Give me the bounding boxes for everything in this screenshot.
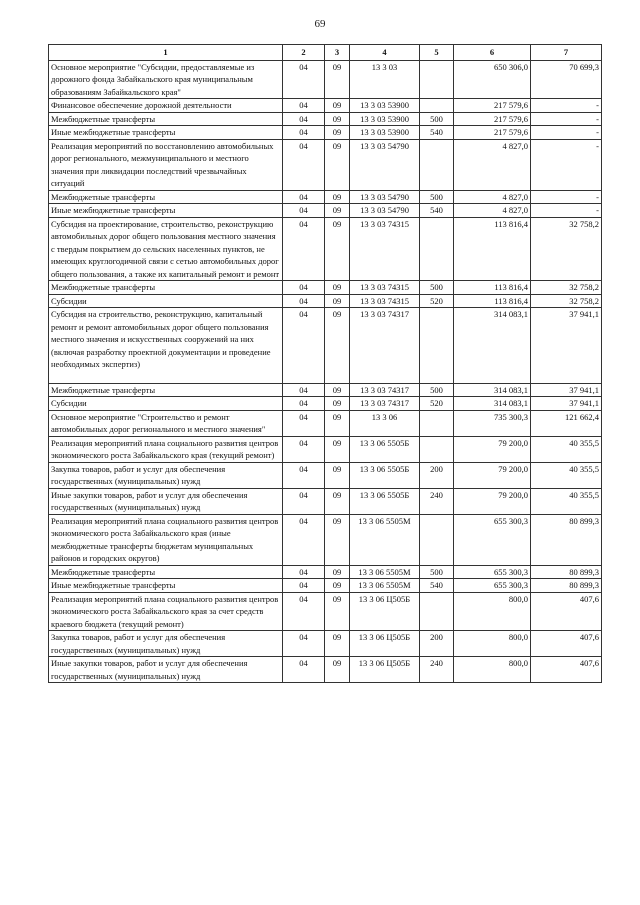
column-header: 5 (420, 45, 454, 61)
expense-type-cell: 540 (420, 579, 454, 593)
table-row (49, 139, 602, 190)
amount-cell: - (531, 126, 602, 140)
section-code-cell: 04 (283, 139, 325, 190)
table-row (49, 436, 602, 462)
table-row (49, 565, 602, 579)
amount-cell: 800,0 (454, 631, 531, 657)
amount-cell: 79 200,0 (454, 488, 531, 514)
amount-cell: 79 200,0 (454, 436, 531, 462)
amount-cell: 32 758,2 (531, 281, 602, 295)
expense-type-cell (420, 99, 454, 113)
target-article-cell: 13 3 06 5505Б (350, 462, 420, 488)
expense-type-cell: 240 (420, 488, 454, 514)
amount-cell: 79 200,0 (454, 462, 531, 488)
table-row (49, 190, 602, 204)
section-code-cell: 04 (283, 190, 325, 204)
table-header-row (49, 45, 602, 61)
expense-type-cell: 500 (420, 383, 454, 397)
amount-cell: 40 355,5 (531, 462, 602, 488)
expense-type-cell: 200 (420, 631, 454, 657)
amount-cell: 80 899,3 (531, 579, 602, 593)
amount-cell: 407,6 (531, 592, 602, 631)
subsection-code-cell: 09 (325, 397, 350, 411)
amount-cell: 32 758,2 (531, 217, 602, 281)
column-header: 1 (49, 45, 283, 61)
row-name-cell: Иные межбюджетные трансферты (49, 579, 283, 593)
subsection-code-cell: 09 (325, 126, 350, 140)
amount-cell: 113 816,4 (454, 281, 531, 295)
section-code-cell: 04 (283, 126, 325, 140)
section-code-cell: 04 (283, 204, 325, 218)
subsection-code-cell: 09 (325, 488, 350, 514)
target-article-cell: 13 3 03 74317 (350, 308, 420, 384)
row-name-cell: Межбюджетные трансферты (49, 565, 283, 579)
subsection-code-cell: 09 (325, 565, 350, 579)
amount-cell: 37 941,1 (531, 383, 602, 397)
expense-type-cell: 240 (420, 657, 454, 683)
amount-cell: - (531, 112, 602, 126)
table-row (49, 112, 602, 126)
target-article-cell: 13 3 03 74315 (350, 281, 420, 295)
amount-cell: 217 579,6 (454, 99, 531, 113)
amount-cell: 40 355,5 (531, 436, 602, 462)
amount-cell: 217 579,6 (454, 112, 531, 126)
amount-cell: - (531, 99, 602, 113)
expense-type-cell (420, 60, 454, 99)
expense-type-cell: 500 (420, 190, 454, 204)
row-name-cell: Иные межбюджетные трансферты (49, 126, 283, 140)
section-code-cell: 04 (283, 462, 325, 488)
subsection-code-cell: 09 (325, 190, 350, 204)
amount-cell: 4 827,0 (454, 190, 531, 204)
subsection-code-cell: 09 (325, 436, 350, 462)
amount-cell: 655 300,3 (454, 514, 531, 565)
subsection-code-cell: 09 (325, 410, 350, 436)
row-name-cell: Субсидии (49, 294, 283, 308)
amount-cell: 314 083,1 (454, 383, 531, 397)
table-row (49, 657, 602, 683)
row-name-cell: Иные закупки товаров, работ и услуг для обеспечения государственных (муниципальных) нужд (49, 488, 283, 514)
amount-cell: 655 300,3 (454, 579, 531, 593)
table-row (49, 514, 602, 565)
subsection-code-cell: 09 (325, 217, 350, 281)
row-name-cell: Субсидия на строительство, реконструкцию, капитальный ремонт и ремонт автомобильных дорог общего пользования местного значения и искусственных сооружений на них (включая разработку проектной документации и проведение необходимых экспертиз) (49, 308, 283, 384)
subsection-code-cell: 09 (325, 579, 350, 593)
table-row (49, 217, 602, 281)
amount-cell: 314 083,1 (454, 308, 531, 384)
table-row (49, 308, 602, 384)
section-code-cell: 04 (283, 436, 325, 462)
expense-type-cell: 500 (420, 281, 454, 295)
target-article-cell: 13 3 03 (350, 60, 420, 99)
expense-type-cell (420, 436, 454, 462)
table-row (49, 281, 602, 295)
section-code-cell: 04 (283, 308, 325, 384)
section-code-cell: 04 (283, 657, 325, 683)
expense-type-cell (420, 217, 454, 281)
column-header: 6 (454, 45, 531, 61)
section-code-cell: 04 (283, 112, 325, 126)
section-code-cell: 04 (283, 217, 325, 281)
target-article-cell: 13 3 06 5505М (350, 565, 420, 579)
subsection-code-cell: 09 (325, 657, 350, 683)
row-name-cell: Субсидии (49, 397, 283, 411)
table-row (49, 579, 602, 593)
page-number: 69 (314, 18, 326, 30)
target-article-cell: 13 3 03 53900 (350, 99, 420, 113)
subsection-code-cell: 09 (325, 294, 350, 308)
expense-type-cell: 520 (420, 294, 454, 308)
target-article-cell: 13 3 06 (350, 410, 420, 436)
row-name-cell: Закупка товаров, работ и услуг для обеспечения государственных (муниципальных) нужд (49, 631, 283, 657)
table-row (49, 631, 602, 657)
expense-type-cell (420, 592, 454, 631)
table-row (49, 204, 602, 218)
section-code-cell: 04 (283, 410, 325, 436)
subsection-code-cell: 09 (325, 383, 350, 397)
expense-type-cell: 200 (420, 462, 454, 488)
row-name-cell: Иные закупки товаров, работ и услуг для обеспечения государственных (муниципальных) нужд (49, 657, 283, 683)
target-article-cell: 13 3 03 54790 (350, 139, 420, 190)
amount-cell: 37 941,1 (531, 397, 602, 411)
row-name-cell: Иные межбюджетные трансферты (49, 204, 283, 218)
amount-cell: - (531, 190, 602, 204)
expense-type-cell: 500 (420, 112, 454, 126)
section-code-cell: 04 (283, 383, 325, 397)
target-article-cell: 13 3 03 74315 (350, 217, 420, 281)
section-code-cell: 04 (283, 592, 325, 631)
table-row (49, 126, 602, 140)
row-name-cell: Основное мероприятие "Субсидии, предоставляемые из дорожного фонда Забайкальского края муниципальным образованиям Забайкальского края" (49, 60, 283, 99)
row-name-cell: Финансовое обеспечение дорожной деятельности (49, 99, 283, 113)
table-row (49, 99, 602, 113)
table-row (49, 462, 602, 488)
table-row (49, 592, 602, 631)
amount-cell: 40 355,5 (531, 488, 602, 514)
row-name-cell: Межбюджетные трансферты (49, 112, 283, 126)
amount-cell: - (531, 139, 602, 190)
row-name-cell: Субсидия на проектирование, строительство, реконструкцию автомобильных дорог общего пользования местного значения с твердым покрытием до сельских населенных пунктов, не имеющих круглогодичной связи с сетью автомобильных дорог общего пользования, а также их капитальный ремонт и ремонт (49, 217, 283, 281)
amount-cell: 217 579,6 (454, 126, 531, 140)
column-header: 4 (350, 45, 420, 61)
section-code-cell: 04 (283, 565, 325, 579)
target-article-cell: 13 3 06 Ц505Б (350, 657, 420, 683)
target-article-cell: 13 3 06 5505М (350, 514, 420, 565)
subsection-code-cell: 09 (325, 204, 350, 218)
amount-cell: 800,0 (454, 592, 531, 631)
budget-table (48, 44, 602, 683)
target-article-cell: 13 3 03 54790 (350, 190, 420, 204)
subsection-code-cell: 09 (325, 281, 350, 295)
amount-cell: 113 816,4 (454, 294, 531, 308)
expense-type-cell: 520 (420, 397, 454, 411)
subsection-code-cell: 09 (325, 514, 350, 565)
column-header: 7 (531, 45, 602, 61)
subsection-code-cell: 09 (325, 592, 350, 631)
amount-cell: 4 827,0 (454, 204, 531, 218)
amount-cell: 800,0 (454, 657, 531, 683)
expense-type-cell (420, 139, 454, 190)
amount-cell: 407,6 (531, 631, 602, 657)
target-article-cell: 13 3 06 Ц505Б (350, 592, 420, 631)
table-row (49, 60, 602, 99)
section-code-cell: 04 (283, 281, 325, 295)
column-header: 2 (283, 45, 325, 61)
amount-cell: 70 699,3 (531, 60, 602, 99)
target-article-cell: 13 3 06 Ц505Б (350, 631, 420, 657)
amount-cell: 80 899,3 (531, 565, 602, 579)
amount-cell: 314 083,1 (454, 397, 531, 411)
row-name-cell: Межбюджетные трансферты (49, 190, 283, 204)
expense-type-cell: 540 (420, 204, 454, 218)
target-article-cell: 13 3 06 5505Б (350, 436, 420, 462)
amount-cell: 650 306,0 (454, 60, 531, 99)
amount-cell: 655 300,3 (454, 565, 531, 579)
row-name-cell: Закупка товаров, работ и услуг для обеспечения государственных (муниципальных) нужд (49, 462, 283, 488)
section-code-cell: 04 (283, 488, 325, 514)
target-article-cell: 13 3 03 74317 (350, 383, 420, 397)
expense-type-cell (420, 514, 454, 565)
row-name-cell: Реализация мероприятий плана социального развития центров экономического роста Забайкальского края за счет средств краевого бюджета (текущий ремонт) (49, 592, 283, 631)
amount-cell: 37 941,1 (531, 308, 602, 384)
amount-cell: 407,6 (531, 657, 602, 683)
target-article-cell: 13 3 06 5505М (350, 579, 420, 593)
subsection-code-cell: 09 (325, 139, 350, 190)
target-article-cell: 13 3 03 74315 (350, 294, 420, 308)
target-article-cell: 13 3 03 53900 (350, 126, 420, 140)
section-code-cell: 04 (283, 579, 325, 593)
section-code-cell: 04 (283, 397, 325, 411)
table-row (49, 397, 602, 411)
subsection-code-cell: 09 (325, 462, 350, 488)
table-body (49, 60, 602, 683)
row-name-cell: Реализация мероприятий плана социального развития центров экономического роста Забайкальского края (текущий ремонт) (49, 436, 283, 462)
subsection-code-cell: 09 (325, 631, 350, 657)
amount-cell: 80 899,3 (531, 514, 602, 565)
subsection-code-cell: 09 (325, 308, 350, 384)
expense-type-cell (420, 410, 454, 436)
table-row (49, 410, 602, 436)
subsection-code-cell: 09 (325, 112, 350, 126)
target-article-cell: 13 3 03 54790 (350, 204, 420, 218)
expense-type-cell: 540 (420, 126, 454, 140)
amount-cell: 32 758,2 (531, 294, 602, 308)
table-row (49, 488, 602, 514)
row-name-cell: Межбюджетные трансферты (49, 281, 283, 295)
amount-cell: 113 816,4 (454, 217, 531, 281)
section-code-cell: 04 (283, 631, 325, 657)
target-article-cell: 13 3 06 5505Б (350, 488, 420, 514)
section-code-cell: 04 (283, 99, 325, 113)
amount-cell: 735 300,3 (454, 410, 531, 436)
section-code-cell: 04 (283, 60, 325, 99)
subsection-code-cell: 09 (325, 60, 350, 99)
section-code-cell: 04 (283, 514, 325, 565)
table-row (49, 383, 602, 397)
expense-type-cell (420, 308, 454, 384)
subsection-code-cell: 09 (325, 99, 350, 113)
table-row (49, 294, 602, 308)
target-article-cell: 13 3 03 74317 (350, 397, 420, 411)
row-name-cell: Основное мероприятие "Строительство и ремонт автомобильных дорог регионального и местного значения" (49, 410, 283, 436)
amount-cell: - (531, 204, 602, 218)
amount-cell: 121 662,4 (531, 410, 602, 436)
row-name-cell: Реализация мероприятий плана социального развития центров экономического роста Забайкальского края (иные межбюджетные трансферты бюджетам муниципальных районов и городских округов) (49, 514, 283, 565)
expense-type-cell: 500 (420, 565, 454, 579)
target-article-cell: 13 3 03 53900 (350, 112, 420, 126)
row-name-cell: Межбюджетные трансферты (49, 383, 283, 397)
column-header: 3 (325, 45, 350, 61)
amount-cell: 4 827,0 (454, 139, 531, 190)
section-code-cell: 04 (283, 294, 325, 308)
row-name-cell: Реализация мероприятий по восстановлению автомобильных дорог регионального, межмуниципального и местного значения при ликвидации последствий чрезвычайных ситуаций (49, 139, 283, 190)
